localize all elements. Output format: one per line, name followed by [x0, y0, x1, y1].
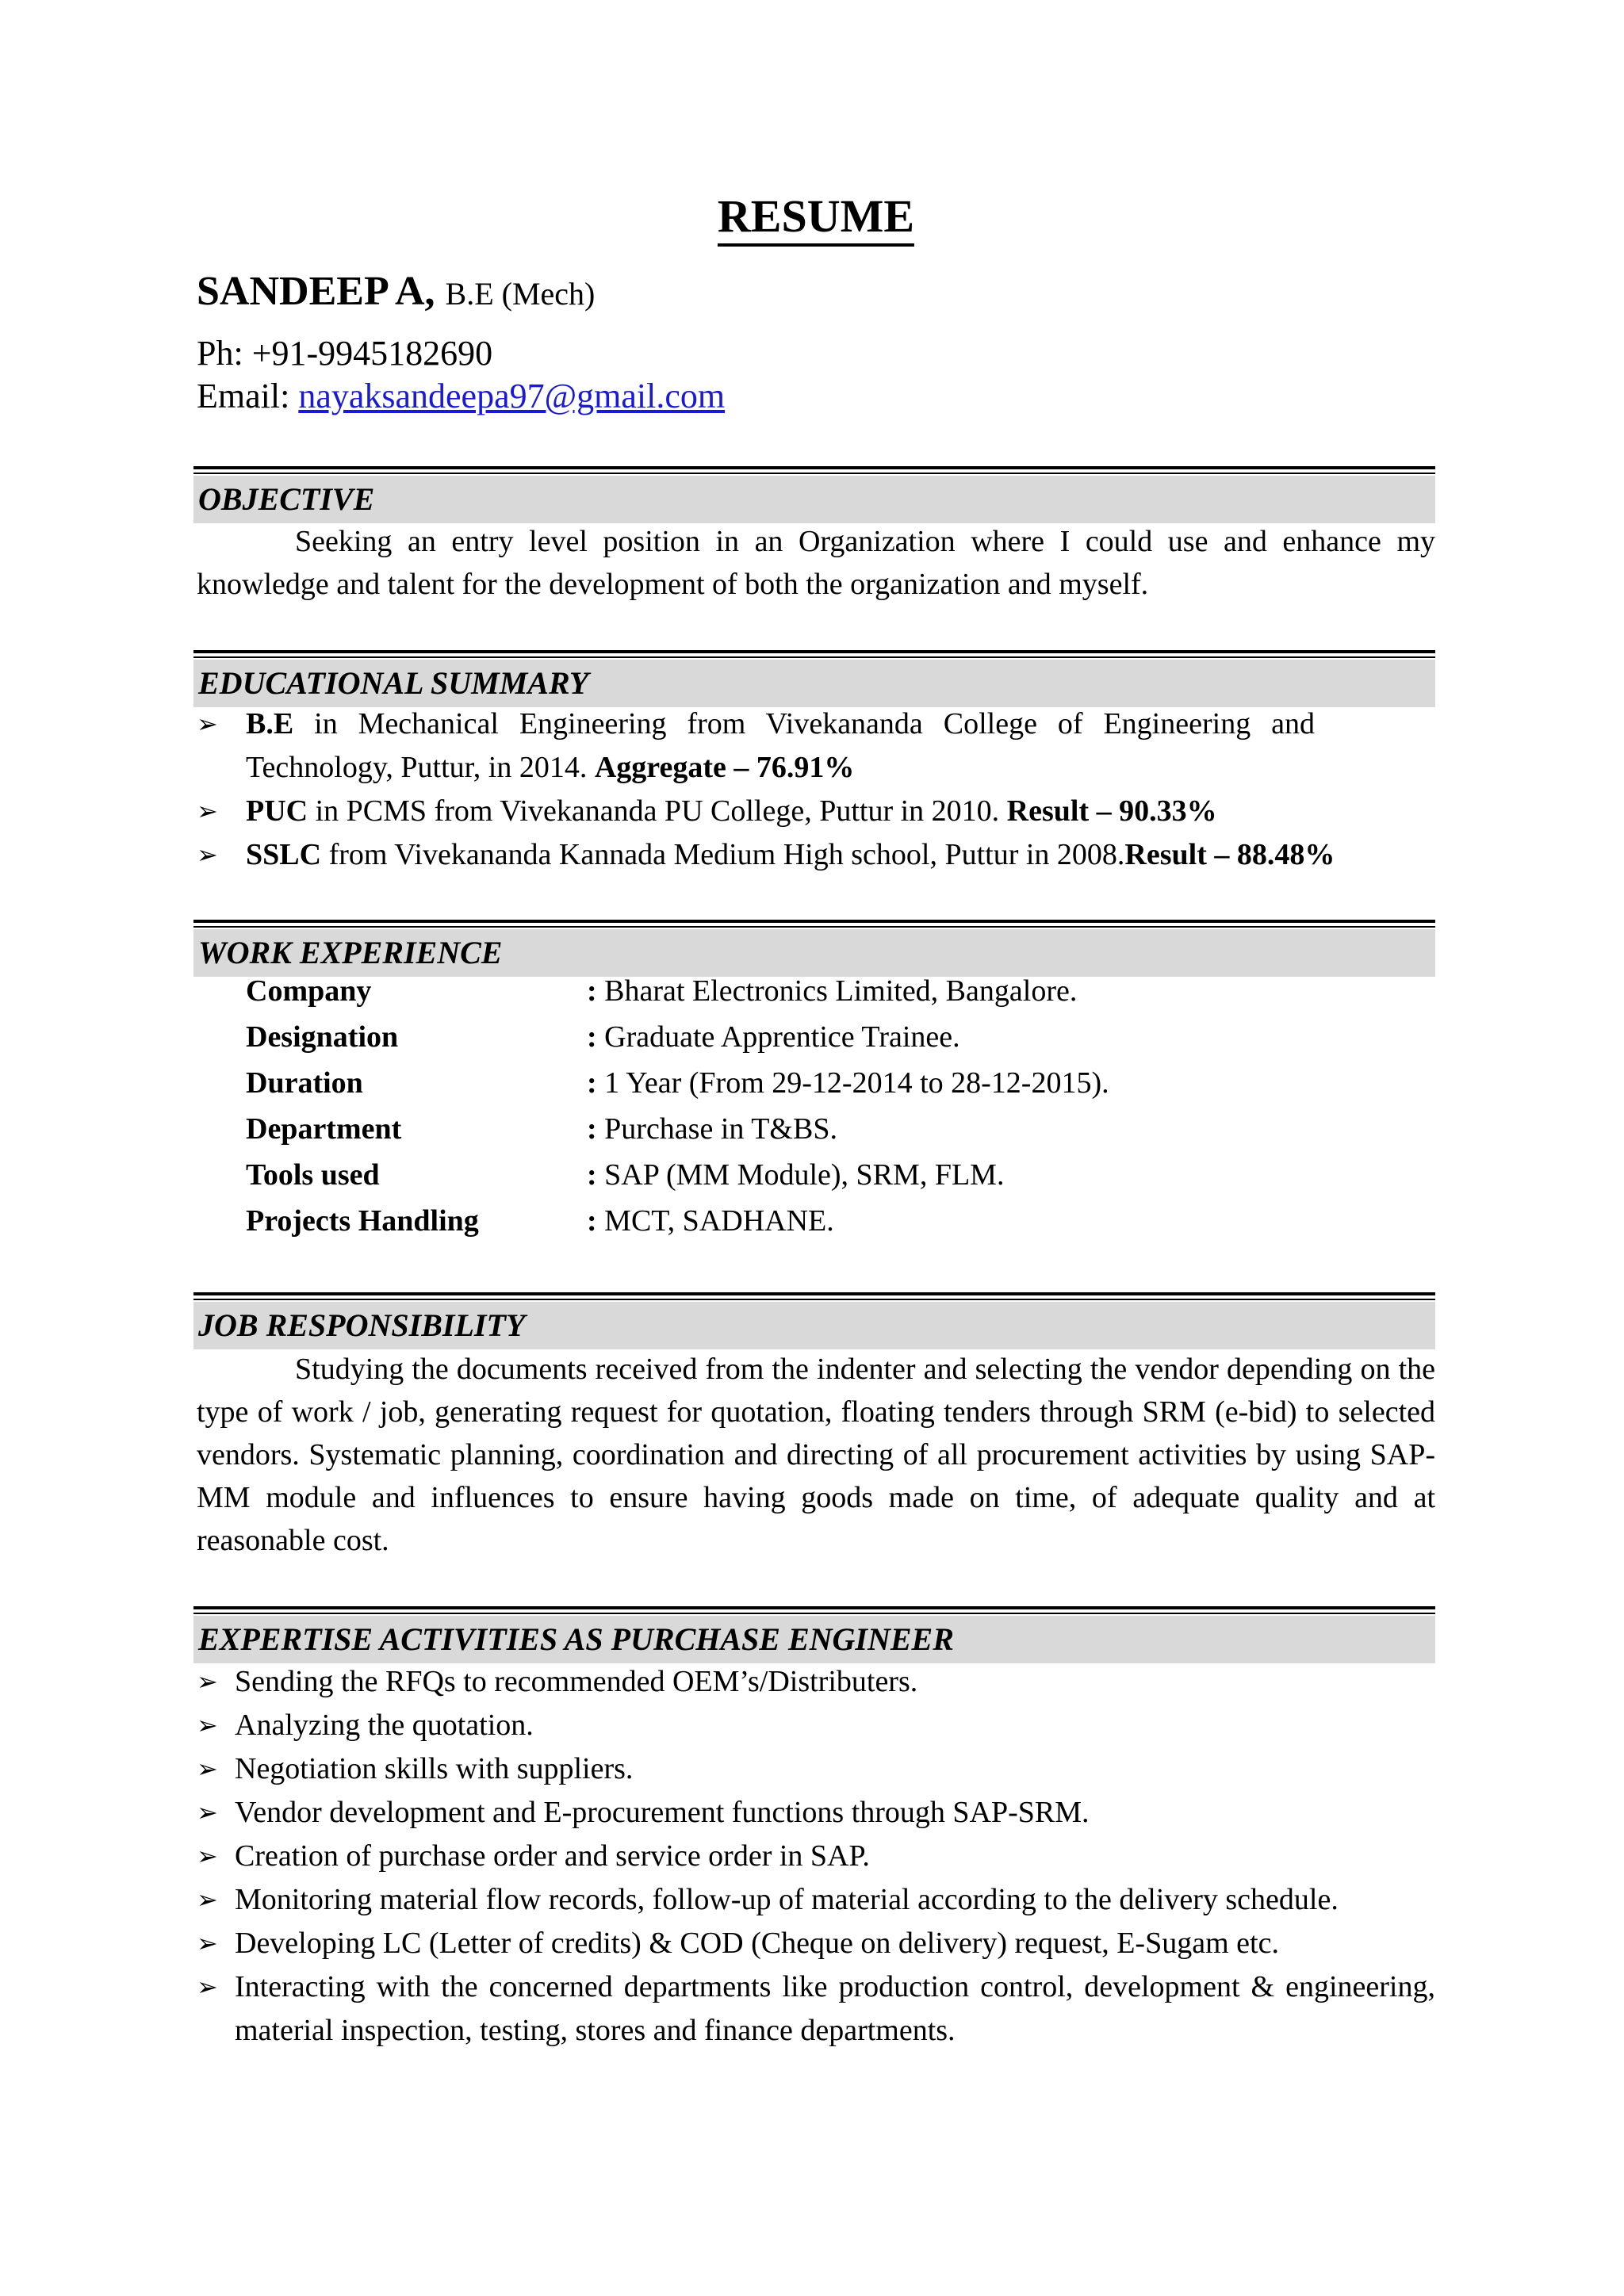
expertise-item: ➢ Negotiation skills with suppliers. — [197, 1747, 1435, 1791]
work-heading: WORK EXPERIENCE — [193, 920, 1435, 977]
expertise-item: ➢ Interacting with the concerned departments like production control, development & engineering, material inspection, testing, stores and finance departments. — [197, 1965, 1435, 2053]
expertise-heading: EXPERTISE ACTIVITIES AS PURCHASE ENGINEER — [193, 1606, 1435, 1663]
arrow-bullet-icon: ➢ — [197, 1754, 218, 1784]
candidate-degree: B.E (Mech) — [445, 276, 596, 312]
objective-text: Seeking an entry level position in an Organization where I could use and enhance my knowledge and talent for the development of both the organization and myself. — [197, 525, 1435, 601]
education-heading: EDUCATIONAL SUMMARY — [193, 650, 1435, 707]
arrow-bullet-icon: ➢ — [197, 1885, 218, 1915]
responsibility-heading: JOB RESPONSIBILITY — [193, 1292, 1435, 1349]
work-row: Department : Purchase in T&BS. — [246, 1112, 837, 1146]
work-row: Designation : Graduate Apprentice Trainee. — [246, 1020, 960, 1054]
phone-line: Ph: +91-9945182690 — [197, 334, 493, 373]
expertise-item: ➢ Vendor development and E-procurement functions through SAP-SRM. — [197, 1791, 1435, 1835]
education-item: ➢ SSLC from Vivekananda Kannada Medium High school, Puttur in 2008.Result – 88.48% — [197, 833, 1434, 877]
arrow-bullet-icon: ➢ — [197, 1841, 218, 1871]
work-details — [246, 974, 1356, 1249]
education-list — [197, 702, 1434, 877]
arrow-bullet-icon: ➢ — [197, 796, 218, 826]
candidate-name-line — [197, 271, 595, 312]
expertise-list — [197, 1660, 1435, 2053]
arrow-bullet-icon: ➢ — [197, 840, 218, 870]
resume-title: RESUME — [197, 193, 1435, 239]
email-line — [197, 379, 725, 414]
expertise-item: ➢ Sending the RFQs to recommended OEM’s/Distributers. — [197, 1660, 1435, 1704]
education-item: ➢ B.E in Mechanical Engineering from Vivekananda College of Engineering and Technology, Puttur, in 2014. Aggregate – 76.91% — [197, 702, 1434, 790]
work-row: Projects Handling : MCT, SADHANE. — [246, 1204, 834, 1238]
email-label: Email: — [197, 377, 290, 415]
expertise-item: ➢ Developing LC (Letter of credits) & COD (Cheque on delivery) request, E-Sugam etc. — [197, 1922, 1435, 1965]
arrow-bullet-icon: ➢ — [197, 709, 218, 739]
responsibility-text: Studying the documents received from the indenter and selecting the vendor depending on the type of work / job, generating request for quotation, floating tenders through SRM (e-bid) to selected vendors. Systematic planning, coordination and directing of all procurement activities by using SAP-MM module and influences to ensure having goods made on time, of adequate quality and at reasonable cost. — [197, 1353, 1435, 1557]
work-row: Duration : 1 Year (From 29-12-2014 to 28-12-2015). — [246, 1066, 1109, 1100]
arrow-bullet-icon: ➢ — [197, 1710, 218, 1740]
expertise-item: ➢ Creation of purchase order and service order in SAP. — [197, 1835, 1435, 1878]
arrow-bullet-icon: ➢ — [197, 1797, 218, 1827]
candidate-name: SANDEEP A, — [197, 269, 435, 314]
expertise-item: ➢ Monitoring material flow records, follow-up of material according to the delivery schedule. — [197, 1878, 1435, 1922]
expertise-item: ➢ Analyzing the quotation. — [197, 1704, 1435, 1747]
work-row: Company : Bharat Electronics Limited, Bangalore. — [246, 974, 1078, 1008]
arrow-bullet-icon: ➢ — [197, 1928, 218, 1958]
work-row: Tools used : SAP (MM Module), SRM, FLM. — [246, 1158, 1005, 1192]
objective-heading: OBJECTIVE — [193, 466, 1435, 523]
email-link[interactable]: nayaksandeepa97@gmail.com — [298, 377, 726, 415]
arrow-bullet-icon: ➢ — [197, 1972, 218, 2002]
arrow-bullet-icon: ➢ — [197, 1667, 218, 1697]
education-item: ➢ PUC in PCMS from Vivekananda PU College, Puttur in 2010. Result – 90.33% — [197, 790, 1434, 833]
